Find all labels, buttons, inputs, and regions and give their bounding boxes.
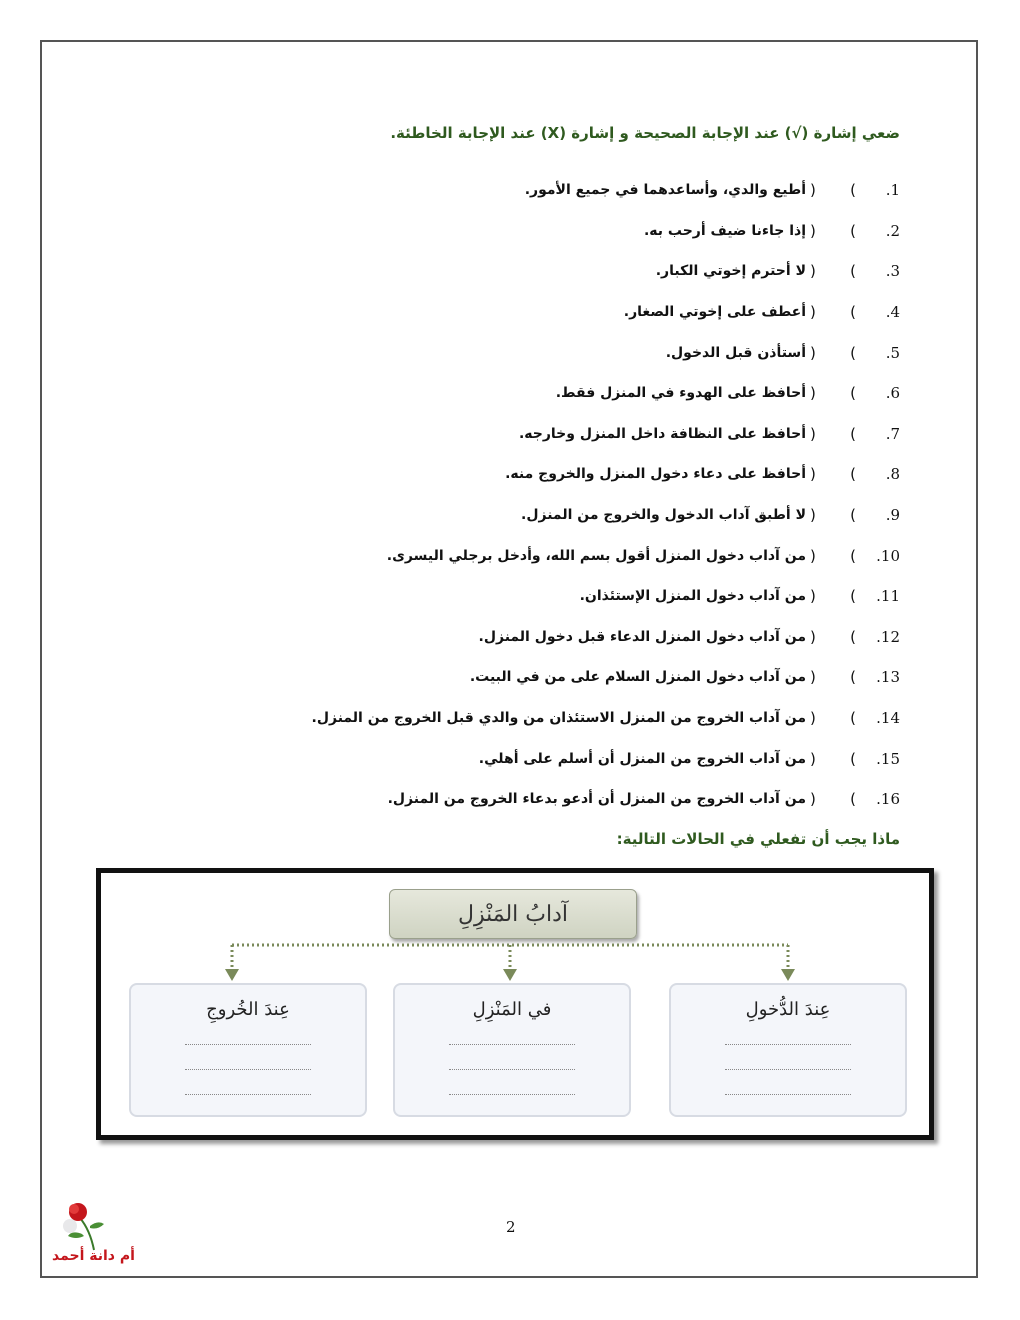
concept-diagram bbox=[96, 868, 934, 1140]
question-row bbox=[180, 495, 900, 536]
answer-blank[interactable]: ) ( bbox=[810, 384, 856, 403]
question-text: من آداب دخول المنزل الدعاء قبل دخول المنزل. bbox=[478, 628, 806, 645]
diagram-title: آدابُ المَنْزِلِ bbox=[389, 889, 637, 939]
answer-line[interactable] bbox=[725, 1084, 851, 1095]
instruction-heading: ضعي إشارة (√) عند الإجابة الصحيحة و إشارة (X) عند الإجابة الخاطئة. bbox=[390, 124, 900, 142]
question-text: أحافظ على دعاء دخول المنزل والخروج منه. bbox=[505, 466, 806, 483]
question-text: من آداب دخول المنزل الإستئذان. bbox=[579, 588, 806, 605]
answer-blank[interactable]: ) ( bbox=[810, 709, 856, 728]
question-number: .4 bbox=[885, 303, 900, 322]
category-title: في المَنْزِلِ bbox=[472, 999, 552, 1020]
category-title: عِندَ الخُروجِ bbox=[206, 999, 290, 1020]
question-list bbox=[180, 170, 900, 820]
question-text: من آداب الخروج من المنزل الاستئذان من والدي قبل الخروج من المنزل. bbox=[311, 710, 806, 727]
answer-blank[interactable]: ) ( bbox=[810, 343, 856, 362]
question-row bbox=[180, 414, 900, 455]
question-number: .8 bbox=[885, 465, 900, 484]
answer-blank[interactable]: ) ( bbox=[810, 465, 856, 484]
question-number: .6 bbox=[885, 384, 900, 403]
answer-blank[interactable]: ) ( bbox=[810, 424, 856, 443]
question-row bbox=[180, 779, 900, 820]
answer-line[interactable] bbox=[449, 1034, 575, 1045]
answer-blank[interactable]: ) ( bbox=[810, 546, 856, 565]
answer-line[interactable] bbox=[725, 1034, 851, 1045]
answer-blank[interactable]: ) ( bbox=[810, 668, 856, 687]
answer-blank[interactable]: ) ( bbox=[810, 262, 856, 281]
category-box-inside bbox=[393, 983, 631, 1117]
question-number: .5 bbox=[885, 343, 900, 362]
question-number: .1 bbox=[885, 181, 900, 200]
question-number: .12 bbox=[876, 627, 900, 646]
question-row bbox=[180, 617, 900, 658]
question-row bbox=[180, 292, 900, 333]
page-number: 2 bbox=[506, 1218, 516, 1236]
category-title: عِندَ الدُّخولِ bbox=[745, 999, 831, 1020]
answer-line[interactable] bbox=[185, 1059, 311, 1070]
question-text: لا أطبق آداب الدخول والخروج من المنزل. bbox=[521, 507, 806, 524]
section-heading: ماذا يجب أن تفعلي في الحالات التالية: bbox=[616, 830, 900, 848]
category-box-entry bbox=[669, 983, 907, 1117]
answer-line[interactable] bbox=[725, 1059, 851, 1070]
question-row bbox=[180, 251, 900, 292]
answer-line[interactable] bbox=[185, 1034, 311, 1045]
answer-line[interactable] bbox=[449, 1084, 575, 1095]
question-row bbox=[180, 373, 900, 414]
question-row bbox=[180, 576, 900, 617]
answer-line[interactable] bbox=[449, 1059, 575, 1070]
question-number: .11 bbox=[876, 587, 900, 606]
question-row bbox=[180, 454, 900, 495]
question-number: .15 bbox=[876, 749, 900, 768]
question-row bbox=[180, 535, 900, 576]
question-number: .2 bbox=[885, 221, 900, 240]
question-row bbox=[180, 738, 900, 779]
category-box-exit bbox=[129, 983, 367, 1117]
answer-blank[interactable]: ) ( bbox=[810, 790, 856, 809]
question-text: أستأذن قبل الدخول. bbox=[665, 344, 806, 361]
question-number: .14 bbox=[876, 709, 900, 728]
question-text: أحافظ على الهدوء في المنزل فقط. bbox=[555, 385, 806, 402]
question-row bbox=[180, 698, 900, 739]
answer-blank[interactable]: ) ( bbox=[810, 303, 856, 322]
question-row bbox=[180, 657, 900, 698]
answer-line[interactable] bbox=[185, 1084, 311, 1095]
question-number: .9 bbox=[885, 506, 900, 525]
question-row bbox=[180, 170, 900, 211]
question-text: أحافظ على النظافة داخل المنزل وخارجه. bbox=[518, 425, 806, 442]
question-text: إذا جاءنا ضيف أرحب به. bbox=[643, 222, 806, 239]
answer-blank[interactable]: ) ( bbox=[810, 587, 856, 606]
question-row bbox=[180, 211, 900, 252]
question-text: من آداب دخول المنزل السلام على من في البيت. bbox=[469, 669, 806, 686]
question-row bbox=[180, 332, 900, 373]
logo-signature: أم دانة أحمد bbox=[52, 1248, 135, 1264]
question-number: .7 bbox=[885, 424, 900, 443]
question-text: لا أحترم إخوتي الكبار. bbox=[655, 263, 806, 280]
answer-blank[interactable]: ) ( bbox=[810, 181, 856, 200]
question-number: .13 bbox=[876, 668, 900, 687]
question-text: من آداب دخول المنزل أقول بسم الله، وأدخل برجلي اليسرى. bbox=[386, 547, 806, 564]
question-number: .10 bbox=[876, 546, 900, 565]
question-text: أعطف على إخوتي الصغار. bbox=[623, 304, 806, 321]
question-number: .3 bbox=[885, 262, 900, 281]
question-number: .16 bbox=[876, 790, 900, 809]
question-text: من آداب الخروج من المنزل أن أدعو بدعاء الخروج من المنزل. bbox=[387, 791, 806, 808]
answer-blank[interactable]: ) ( bbox=[810, 627, 856, 646]
question-text: أطيع والدي، وأساعدهما في جميع الأمور. bbox=[524, 182, 806, 199]
answer-blank[interactable]: ) ( bbox=[810, 749, 856, 768]
answer-blank[interactable]: ) ( bbox=[810, 506, 856, 525]
question-text: من آداب الخروج من المنزل أن أسلم على أهلي. bbox=[478, 750, 806, 767]
answer-blank[interactable]: ) ( bbox=[810, 221, 856, 240]
